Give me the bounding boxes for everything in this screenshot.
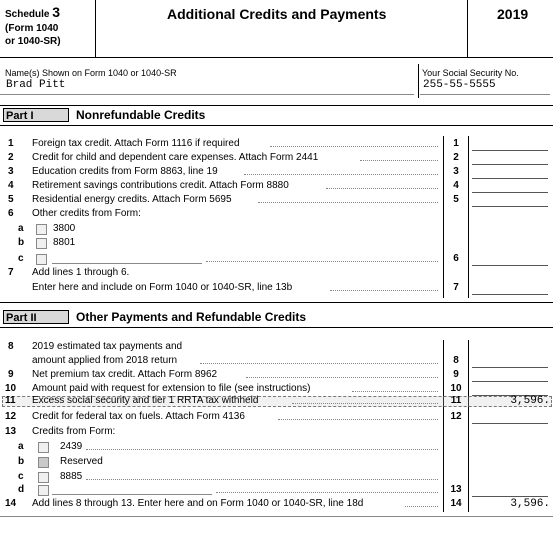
schedule-number: 3 <box>52 4 61 20</box>
line-6-row: 6 Other credits from Form: <box>8 208 141 219</box>
line-12-amount[interactable] <box>472 410 548 424</box>
line-7-row-b: Enter here and include on Form 1040 or 1040-SR, line 13b 7 <box>0 281 553 295</box>
line-13-row: 13 Credits from Form: <box>5 426 116 437</box>
line-9-amount[interactable] <box>472 368 548 382</box>
name-underline <box>0 94 414 95</box>
line-6b-row: b 8801 <box>18 237 76 248</box>
line-14-amount[interactable]: 3,596. <box>510 498 550 510</box>
taxpayer-ssn[interactable]: 255-55-5555 <box>423 79 496 91</box>
part1-top-rule <box>0 105 553 106</box>
ssn-label: Your Social Security No. <box>422 68 519 78</box>
line-6c-row: c 6 <box>0 252 553 266</box>
name-label: Name(s) Shown on Form 1040 or 1040-SR <box>5 68 177 78</box>
line-13d-row: d 13 <box>0 483 553 497</box>
line-12-row: 12 Credit for federal tax on fuels. Attach Form 4136 12 <box>0 410 553 424</box>
line-6a-checkbox[interactable] <box>36 224 47 235</box>
line-13b-checkbox <box>38 457 49 468</box>
line-8-row-b: amount applied from 2018 return 8 <box>0 354 553 368</box>
line-4-amount[interactable] <box>472 179 548 193</box>
line-1-amount[interactable] <box>472 137 548 151</box>
line-13a-checkbox[interactable] <box>38 442 49 453</box>
line-6c-checkbox[interactable] <box>36 254 47 265</box>
part2-title: Other Payments and Refundable Credits <box>76 310 307 324</box>
line-11-row: 11 Excess social security and tier 1 RRTA tax withheld 11 3,596. <box>5 395 550 407</box>
part2-top-rule <box>0 302 553 303</box>
part1-tag: Part I <box>3 108 69 122</box>
part1-header-rule <box>0 125 553 126</box>
header-divider-left <box>95 0 96 57</box>
part2-tag: Part II <box>3 310 69 324</box>
line-6a-row: a 3800 <box>18 223 76 234</box>
line-13a-row: a 2439 <box>0 440 553 454</box>
line-7-amount[interactable] <box>472 281 548 295</box>
form-reference: (Form 1040 or 1040-SR) <box>5 23 61 47</box>
name-ssn-divider <box>418 64 419 98</box>
line-6b-checkbox[interactable] <box>36 238 47 249</box>
line-10-row: 10 Amount paid with request for extension to file (see instructions) 10 <box>0 382 553 396</box>
line-5-row: 5 Residential energy credits. Attach Form 5695 5 <box>0 193 553 207</box>
line-13c-row: c 8885 <box>0 470 553 484</box>
line-1-row: 1 Foreign tax credit. Attach Form 1116 if required 1 <box>0 137 553 151</box>
line-13c-checkbox[interactable] <box>38 472 49 483</box>
taxpayer-name[interactable]: Brad Pitt <box>6 79 66 91</box>
line-14-row: 14 Add lines 8 through 13. Enter here and on Form 1040 or 1040-SR, line 18d 14 3,596. <box>5 498 550 510</box>
line-11-amount[interactable]: 3,596. <box>510 395 550 407</box>
line-13-amount[interactable] <box>472 483 548 497</box>
line-6-amount[interactable] <box>472 252 548 266</box>
line-3-amount[interactable] <box>472 165 548 179</box>
tax-year: 2019 <box>497 6 529 22</box>
line-8-row-a: 8 2019 estimated tax payments and <box>8 341 183 352</box>
form-bottom-rule <box>0 516 553 517</box>
line-13d-other-field[interactable] <box>52 494 212 495</box>
schedule-label: Schedule 3 <box>5 4 61 20</box>
line-3-row: 3 Education credits from Form 8863, line 19 3 <box>0 165 553 179</box>
ssn-underline <box>420 94 550 95</box>
line-7-row-a: 7 Add lines 1 through 6. <box>8 267 130 278</box>
line-4-row: 4 Retirement savings contributions credit. Attach Form 8880 4 <box>0 179 553 193</box>
header-divider-right <box>467 0 468 57</box>
line-13b-row: b Reserved <box>18 456 103 467</box>
part2-header-rule <box>0 327 553 328</box>
line-6c-other-field[interactable] <box>52 263 202 264</box>
line-2-row: 2 Credit for child and dependent care expenses. Attach Form 2441 2 <box>0 151 553 165</box>
line-5-amount[interactable] <box>472 193 548 207</box>
line-2-amount[interactable] <box>472 151 548 165</box>
line-9-row: 9 Net premium tax credit. Attach Form 8962 9 <box>0 368 553 382</box>
form-title: Additional Credits and Payments <box>167 6 387 22</box>
line-13d-checkbox[interactable] <box>38 485 49 496</box>
line-8-amount[interactable] <box>472 354 548 368</box>
part1-title: Nonrefundable Credits <box>76 108 206 122</box>
